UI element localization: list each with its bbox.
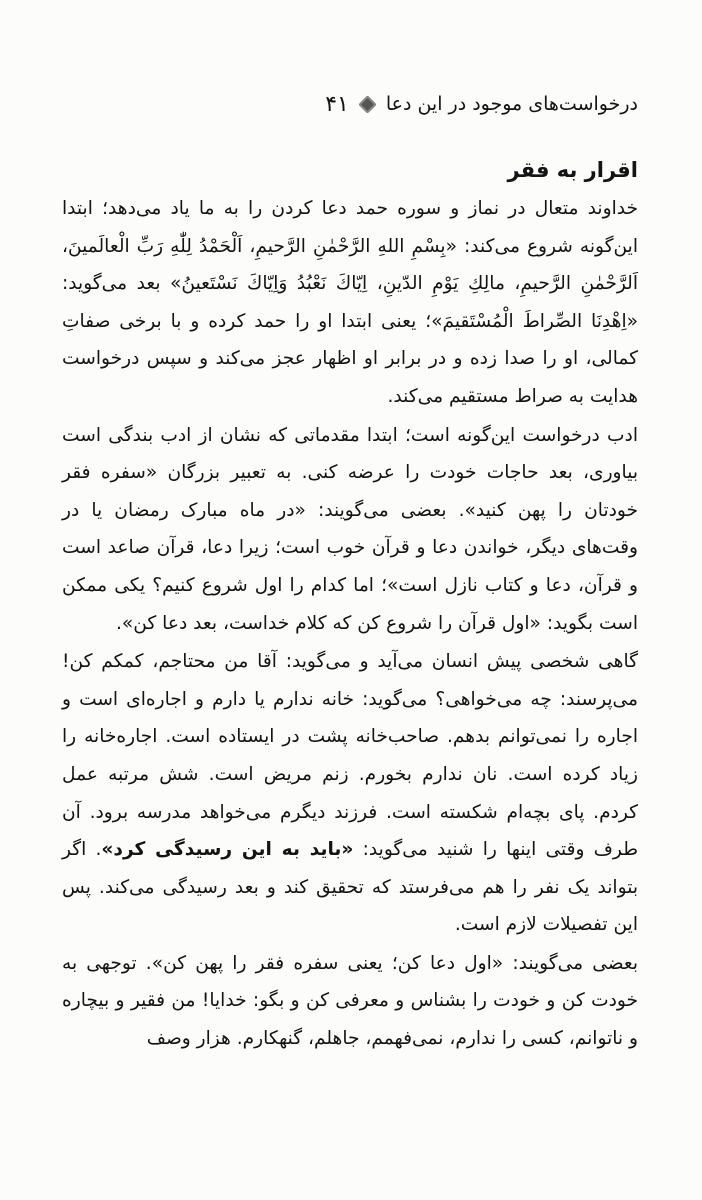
paragraph-3 (62, 643, 638, 944)
paragraph-1: خداوند متعال در نماز و سوره حمد دعا کردن را به ما یاد می‌دهد؛ ابتدا این‌گونه شروع می‌کند: «بِسْمِ اللهِ الرَّحْمٰنِ الرَّحیمِ، اَلْحَمْدُ لِلّٰهِ رَبِّ الْعالَمینَ، اَلرَّحْمٰنِ الرَّحیمِ، مالِكِ یَوْمِ الدّینِ، اِیّاكَ نَعْبُدُ وَاِیّاكَ نَسْتَعینُ» بعد می‌گوید: «اِهْدِنَا الصِّراطَ الْمُسْتَقیمَ»؛ یعنی ابتدا او را حمد کرده و با برخی صفاتِ کمالی، او را صدا زده و در برابر او اظهار عجز می‌کند و سپس درخواست هدایت به صراط مستقیم می‌کند. (62, 198, 638, 407)
page-body (62, 152, 638, 1058)
diamond-ornament-icon (358, 95, 376, 113)
paragraph-4: بعضی می‌گویند: «اول دعا کن؛ یعنی سفره فقر را پهن کن». توجهی به خودت کن و خودت را بشناس و معرفی کن و بگو: خدایا! من فقیر و بیچاره و ناتوانم، کسی را ندارم، نمی‌فهمم، جاهلم، گنهکارم. هزار وصف (62, 952, 638, 1050)
running-title: درخواست‌های موجود در این دعا (385, 93, 638, 115)
section-heading: اقرار به فقر (507, 158, 638, 182)
running-header (36, 86, 638, 122)
page-number: ۴۱ (325, 91, 349, 117)
paragraph-3-text-after: . اگر بتواند یک نفر را هم می‌فرستد که تحقیق کند و بعد رسیدگی می‌کند. پس این تفصیلات لازم است. (62, 839, 638, 936)
paragraph-3-text-before: گاهی شخصی پیش انسان می‌آید و می‌گوید: آقا من محتاجم، کمکم کن! می‌پرسند: چه می‌خواهی؟ می‌گوید: خانه ندارم یا دارم و اجاره‌ای است و اجاره را نمی‌توانم بدهم. صاحب‌خانه پشت در ایستاده است. اجاره‌خانه را زیاد کرده است. نان ندارم بخورم. زنم مریض است. شش مرتبه عمل کردم. پای بچه‌ام شکسته است. فرزند دیگرم می‌خواهد مدرسه برود. آن طرف وقتی اینها را شنید می‌گوید: (62, 651, 638, 861)
paragraph-2: ادب درخواست این‌گونه است؛ ابتدا مقدماتی که نشان از ادب بندگی است بیاوری، بعد حاجات خودت را عرضه کنی. به تعبیر بزرگان «سفره فقر خودتان را پهن کنید». بعضی می‌گویند: «در ماه مبارک رمضان یا در وقت‌های دیگر، خواندن دعا و قرآن خوب است؛ زیرا دعا، قرآن صاعد است و قرآن، دعا و کتاب نازل است»؛ اما کدام را اول شروع کنیم؟ یکی ممکن است بگوید: «اول قرآن را شروع کن که کلام خداست، بعد دعا کن». (62, 424, 638, 634)
paragraph-3-emphasis: «باید به این رسیدگی کرد» (101, 839, 354, 861)
